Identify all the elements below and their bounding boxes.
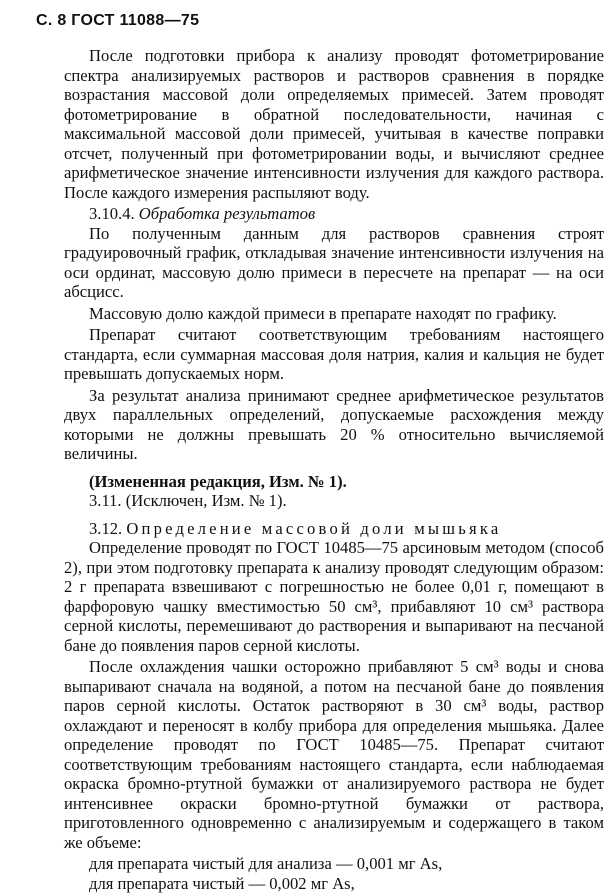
section-3-12-heading [64, 519, 604, 539]
section-3-10-4-heading [64, 204, 604, 224]
edit-note: (Измененная редакция, Изм. № 1). [64, 472, 604, 492]
paragraph-result: За результат анализа принимают среднее арифметическое результатов двух параллельных определений, допускаемые расхождения между которыми не должны превышать 20 % относительно вычисляемой величины. [64, 386, 604, 464]
paragraph-arsenic-method: Определение проводят по ГОСТ 10485—75 арсиновым методом (способ 2), при этом подготовку препарата к анализу проводят следующим образом: 2 г препарата взвешивают с погрешностью не более 0,01 г, помещают в фарфоровую чашку вместимостью 50 см³, прибавляют 10 см³ раствора серной кислоты, перемешивают до растворения и выпаривают на песчаной бане до появления паров серной кислоты. [64, 538, 604, 655]
paragraph-photometry: После подготовки прибора к анализу проводят фотометрирование спектра анализируемых растворов и растворов сравнения в порядке возрастания массовой доли определяемых примесей. Затем проводят фотометрирование в обратной последовательности, начиная с максимальной массовой доли примесей, учитывая в качестве поправки отсчет, полученный при фотометрировании воды, и вычисляют среднее арифметическое значение интенсивности излучения для каждого раствора. После каждого измерения распыляют воду. [64, 46, 604, 202]
document-body [64, 46, 604, 893]
list-item: для препарата чистый — 0,002 мг As, [89, 874, 604, 893]
paragraph-mass-fraction: Массовую долю каждой примеси в препарате находят по графику. [64, 304, 604, 324]
list-item: для препарата чистый для анализа — 0,001 мг As, [89, 854, 604, 874]
section-title: Определение массовой доли мышьяка [126, 519, 501, 538]
page-header: С. 8 ГОСТ 11088—75 [36, 12, 199, 30]
paragraph-calibration: По полученным данным для растворов сравнения строят градуировочный график, откладывая значение интенсивности излучения на оси ординат, массовую долю примеси в пересчете на препарат — на оси абсцисс. [64, 224, 604, 302]
section-3-11: 3.11. (Исключен, Изм. № 1). [64, 491, 604, 511]
section-number: 3.10.4. [89, 204, 135, 223]
paragraph-requirements: Препарат считают соответствующим требованиям настоящего стандарта, если суммарная массовая доля натрия, калия и кальция не будет превышать допускаемых норм. [64, 325, 604, 384]
section-number: 3.12. [89, 519, 122, 538]
paragraph-arsenic-procedure: После охлаждения чашки осторожно прибавляют 5 см³ воды и снова выпаривают сначала на водяной, а потом на песчаной бане до появления паров серной кислоты. Остаток растворяют в 30 см³ воды, раствор охлаждают и переносят в колбу прибора для определения мышьяка. Далее определение проводят по ГОСТ 10485—75. Препарат считают соответствующим требованиям настоящего стандарта, если наблюдаемая окраска бромно-ртутной бумажки от анализируемого раствора не будет интенсивнее окраски бромно-ртутной бумажки от раствора, приготовленного одновременно с анализируемым и содержащего в таком же объеме: [64, 657, 604, 852]
section-title: Обработка результатов [139, 204, 315, 223]
